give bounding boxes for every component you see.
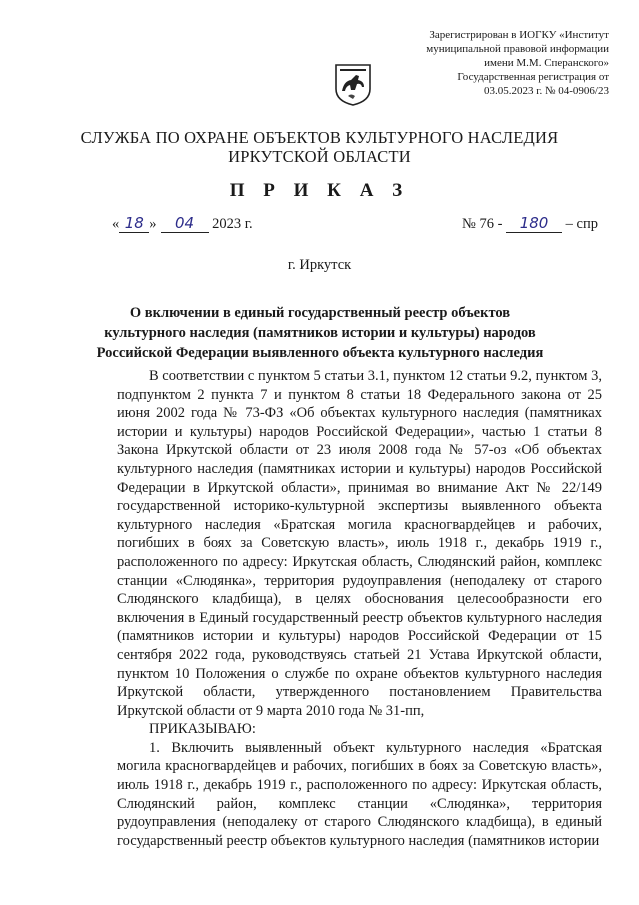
city: г. Иркутск <box>287 257 352 273</box>
registration-line: Зарегистрирован в ИОГКУ «Институт <box>429 29 609 41</box>
date-open-quote: « <box>112 216 120 232</box>
date-year: 2023 г. <box>212 216 253 232</box>
date-close-quote: » <box>149 216 157 232</box>
registration-stamp <box>379 28 609 98</box>
coat-of-arms-icon <box>334 63 372 107</box>
document-body <box>117 367 602 850</box>
organization-name <box>0 128 639 166</box>
number-prefix: № 76 - <box>462 216 503 232</box>
order-number <box>462 214 598 233</box>
date-day: 18 <box>119 214 149 233</box>
registration-line: 03.05.2023 г. № 04-0906/23 <box>484 85 609 97</box>
registration-line: муниципальной правовой информации <box>426 43 609 55</box>
registration-line: имени М.М. Сперанского» <box>484 57 609 69</box>
number-suffix: – спр <box>565 216 598 232</box>
number-value: 180 <box>506 214 562 233</box>
preamble-paragraph: В соответствии с пунктом 5 статьи 3.1, пунктом 12 статьи 9.2, пунктом 3, подпунктом 2 пункта 7 и пунктом 8 статьи 18 Федерального закона от 25 июня 2002 года № 73-ФЗ «Об объектах культурного наследия (памятниках истории и культуры) народов Российской Федерации», частью 1 статьи 8 Закона Иркутской области от 23 июля 2008 года № 57-оз «Об объектах культурного наследия (памятниках истории и культуры) народов Российской Федерации в Иркутской области», принимая во внимание Акт № 22/149 государственной историко-культурной экспертизы выявленного объекта культурного наследия «Братская могила красногвардейцев и рабочих, погибших в боях за Советскую власть», июль 1918 г., декабрь 1919 г., расположенного по адресу: Иркутская область, Слюдянский район, комплекс станции «Слюдянка», территория рудоуправления (неподалеку от старого Слюдянского кладбища), в целях обоснования целесообразности его включения в Единый государственный реестр объектов культурного наследия (памятников истории и культуры) народов Российской Федерации от 15 сентября 2022 года, руководствуясь статьей 21 Устава Иркутской области, пунктом 10 Положения о службе по охране объектов культурного наследия Иркутской области, утвержденного постановлением Правительства Иркутской области от 9 марта 2010 года № 31-пп, <box>117 368 602 719</box>
order-date <box>112 214 253 233</box>
order-word: ПРИКАЗЫВАЮ: <box>149 721 256 738</box>
document-type: П Р И К А З <box>229 180 410 201</box>
date-month: 04 <box>161 214 209 233</box>
organization-line: СЛУЖБА ПО ОХРАНЕ ОБЪЕКТОВ КУЛЬТУРНОГО НАСЛЕДИЯ <box>80 128 559 147</box>
organization-line: ИРКУТСКОЙ ОБЛАСТИ <box>228 147 411 166</box>
registration-line: Государственная регистрация от <box>457 71 609 83</box>
order-item-1: 1. Включить выявленный объект культурного наследия «Братская могила красногвардейцев и рабочих, погибших в боях за Советскую власть», июль 1918 г., декабрь 1919 г., расположенного по адресу: Иркутская область, Слюдянский район, комплекс станции «Слюдянка», территория рудоуправления (неподалеку от старого Слюдянского кладбища), в единый государственный реестр объектов культурного наследия (памятников истории <box>117 739 602 849</box>
document-title: О включении в единый государственный реестр объектов культурного наследия (памятников истории и культуры) народов Российской Федерации выявленного объекта культурного наследия <box>96 305 544 361</box>
